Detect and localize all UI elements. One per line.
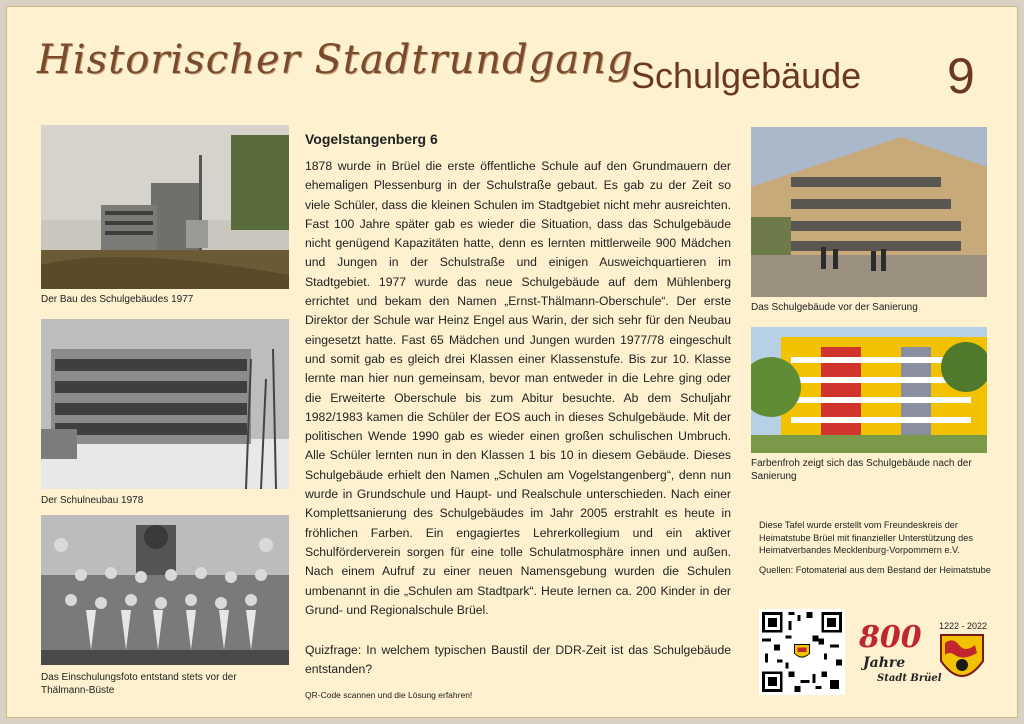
anniversary-logo [855,615,991,697]
article-body: 1878 wurde in Brüel die erste öffentliche Schule auf den Grundmauern der ehemaligen Plessenburg in der Schulstraße gebaut. Es gab zu der Zeit so viele Schüler, dass die kleinen Schulen im Stadtgebiet nicht mehr ausreichten. Fast 100 Jahre später gab es wieder die Situation, dass das Schulgebäude nicht genügend Kapazitäten hatte, denn es lernten mittlerweile 900 Mädchen und Jungen in der Schulstraße und einigen Ausweichquartieren im Stadtgebiet. 1977 wurde das neue Schulgebäude auf dem Mühlenberg errichtet und bekam den Namen „Ernst-Thälmann-Oberschule“. Der erste Direktor der Schule war Heinz Engel aus Warin, der sich sehr für den Neubau eingesetzt hatte. Fast 65 Mädchen und Jungen wurden 1977/78 eingeschult und somit gab es gleich drei Klassen einer Klassenstufe. Bis zur 10. Klasse lernte man hier nun gemeinsam, bevor man entweder in die Lehre ging oder die Erweiterte Oberschule bis zum Abitur besuchte. Ab dem Schuljahr 1982/1983 kamen die Schüler der EOS auch in dieses Schulgebäude. Mit der politischen Wende 1990 gab es wieder einen großen schulischen Umbruch. Alle Schüler lernten nun in den Klassen 1 bis 10 in diesem Gebäude. Dieses Schulgebäude erhielt den Namen „Schulen am Vogelstangenberg“, denn nun wurde in Grundschule und Haupt- und Realschule unterschieden. Nach einer Komplettsanierung des Schulgebäudes im Jahr 2005 erstrahlt es heute in fröhlichen Farben. Ein engagiertes Lehrerkollegium und ein aktiver Schulförderverein sorgen für eine tolle Schulatmosphäre innen und außen. Nach einem Aufruf zu einer neuen Namensgebung wurden die Schulen umbenannt in die „Schulen am Stadtpark“. Heute lernen ca. 200 Kinder in der Grund- und Regionalschule Brüel. [305,159,731,617]
qr-code[interactable] [759,609,845,695]
station-number: 9 [947,48,975,104]
info-board [6,6,1018,718]
photo-after-renovation [751,327,987,453]
series-title: Historischer Stadtrundgang [37,37,634,83]
qr-hint: QR-Code scannen und die Lösung erfahren! [305,690,473,700]
quiz-question: Quizfrage: In welchem typischen Baustil der DDR-Zeit ist das Schulgebäude entstanden? [305,643,731,676]
caption-photo-3: Das Einschulungsfoto entstand stets vor der Thälmann-Büste [41,672,237,696]
caption-photo-4: Das Schulgebäude vor der Sanierung [751,302,918,313]
credits [759,519,999,583]
caption-photo-2: Der Schulneubau 1978 [41,495,144,506]
photo-new-building-1978 [41,319,289,489]
photo-before-renovation [751,127,987,297]
logo-years: 1222 - 2022 [939,621,988,631]
caption-photo-1: Der Bau des Schulgebäudes 1977 [41,294,194,305]
article-heading: Vogelstangenberg 6 [305,131,438,147]
logo-word-stadt: Stadt Brüel [877,673,942,684]
credits-sponsor: Diese Tafel wurde erstellt vom Freundeskreis der Heimatstube Brüel mit finanzieller Unterstützung des Heimatverbandes Mecklenburg-Vorpommern e.V. [759,520,973,555]
credits-sources: Quellen: Fotomaterial aus dem Bestand der Heimatstube [759,564,991,575]
logo-word-jahre: Jahre [863,655,906,671]
photo-enrollment [41,515,289,665]
caption-photo-5: Farbenfroh zeigt sich das Schulgebäude nach der Sanierung [751,458,972,482]
topic-title: Schulgebäude [631,55,862,96]
logo-number: 800 [859,620,922,655]
photo-construction-1977 [41,125,289,289]
